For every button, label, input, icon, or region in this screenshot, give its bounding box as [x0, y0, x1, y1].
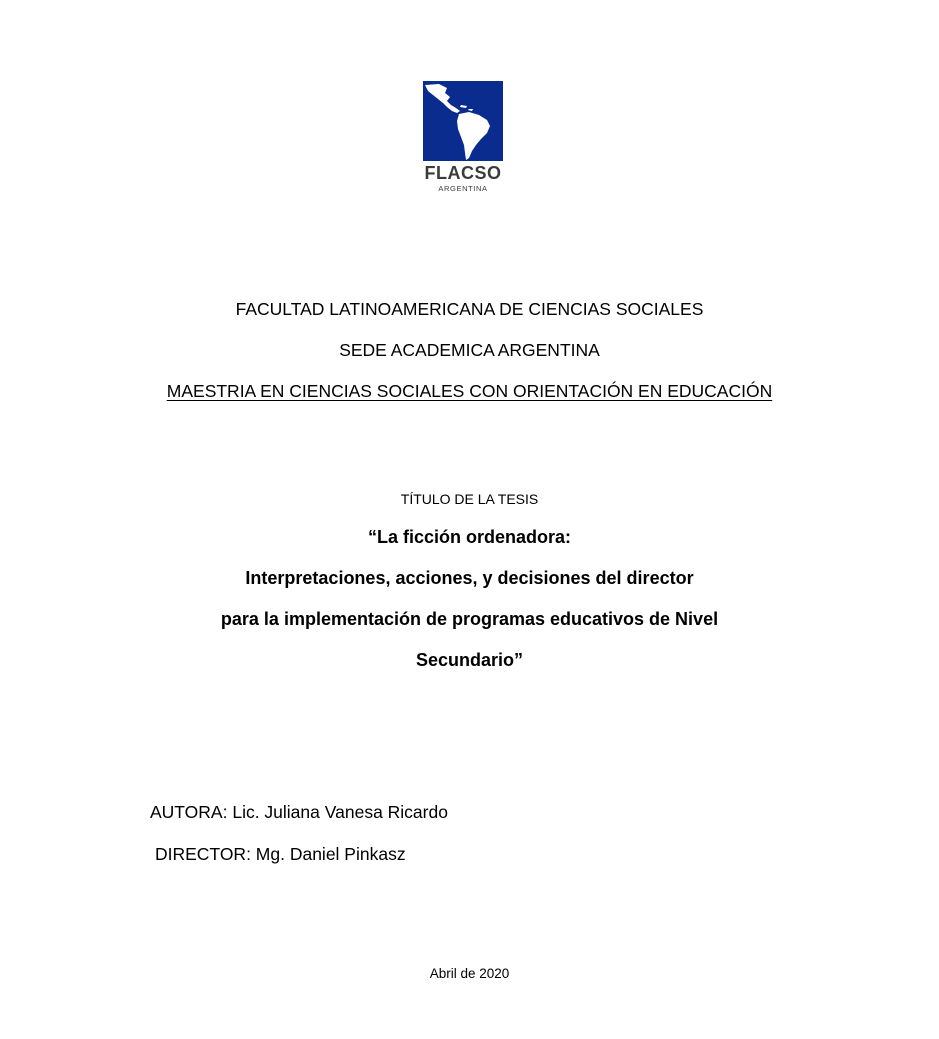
institution-name: FACULTAD LATINOAMERICANA DE CIENCIAS SOCIALES: [235, 299, 704, 319]
americas-map-icon: [423, 81, 503, 161]
author-line: AUTORA: Lic. Juliana Vanesa Ricardo: [150, 802, 448, 822]
thesis-title-line-3: para la implementación de programas educativos de Nivel: [220, 609, 719, 629]
institution-campus: SEDE ACADEMICA ARGENTINA: [339, 340, 600, 360]
flacso-logo: [417, 78, 509, 196]
program-name: [0, 383, 939, 401]
logo-name: FLACSO: [424, 163, 502, 183]
thesis-date: Abril de 2020: [429, 966, 510, 981]
director-line: DIRECTOR: Mg. Daniel Pinkasz: [155, 844, 406, 864]
thesis-title-line-4: Secundario”: [415, 650, 524, 670]
logo-subtitle: ARGENTINA: [438, 184, 488, 193]
thesis-title-line-1: “La ficción ordenadora:: [367, 527, 572, 547]
thesis-title-line-2: Interpretaciones, acciones, y decisiones del director: [245, 568, 694, 588]
thesis-title-label: TÍTULO DE LA TESIS: [400, 491, 539, 507]
program-name-text: MAESTRIA EN CIENCIAS SOCIALES CON ORIENTACIÓN EN EDUCACIÓN: [166, 381, 773, 401]
